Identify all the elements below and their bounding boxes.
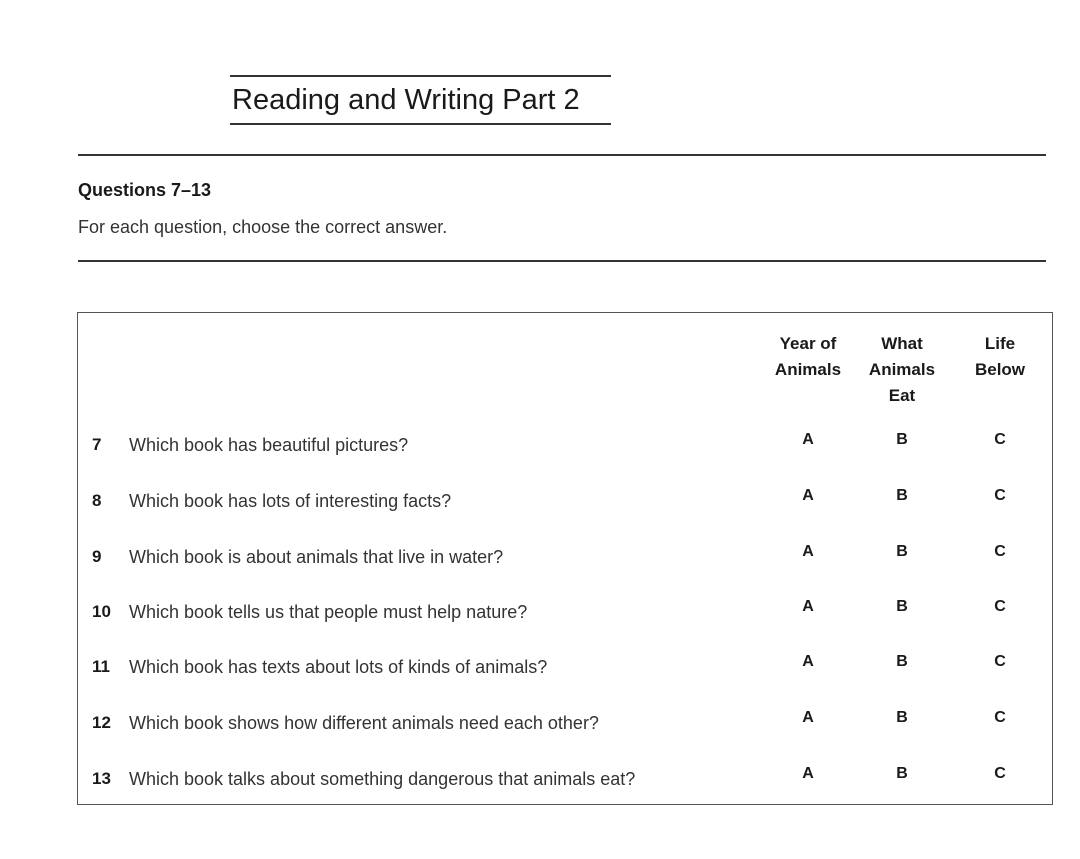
option-c[interactable]: C (994, 598, 1006, 615)
option-c[interactable]: C (994, 431, 1006, 448)
question-row-8 (78, 483, 1052, 523)
page-title: Reading and Writing Part 2 (232, 84, 580, 116)
question-row-9 (78, 539, 1052, 579)
question-row-10 (78, 594, 1052, 634)
option-b[interactable]: B (896, 431, 908, 448)
question-text: Which book talks about something dangerous that animals eat? (129, 769, 636, 789)
question-text: Which book tells us that people must help nature? (129, 602, 528, 622)
questions-heading: Questions 7–13 (78, 180, 212, 200)
column-header-year-of-animals: Year of Animals (774, 334, 842, 379)
column-header-life-below: Life Below (974, 334, 1026, 379)
question-text: Which book shows how different animals need each other? (129, 713, 599, 733)
question-text: Which book has texts about lots of kinds of animals? (129, 657, 548, 677)
question-number: 13 (92, 769, 111, 788)
question-row-13 (78, 761, 1052, 801)
option-a[interactable]: A (802, 487, 814, 504)
question-number: 7 (92, 435, 102, 454)
question-text: Which book has lots of interesting facts? (129, 491, 452, 511)
option-b[interactable]: B (896, 653, 908, 670)
option-a[interactable]: A (802, 543, 814, 560)
option-c[interactable]: C (994, 709, 1006, 726)
column-header-what-animals-eat: What Animals Eat (868, 334, 936, 405)
divider-top (78, 154, 1046, 156)
option-c[interactable]: C (994, 487, 1006, 504)
question-row-7 (78, 427, 1052, 467)
option-b[interactable]: B (896, 598, 908, 615)
option-b[interactable]: B (896, 543, 908, 560)
page-title-box (230, 75, 611, 125)
question-number: 11 (92, 657, 110, 676)
question-row-11 (78, 649, 1052, 689)
option-b[interactable]: B (896, 765, 908, 782)
option-c[interactable]: C (994, 653, 1006, 670)
option-b[interactable]: B (896, 709, 908, 726)
question-text: Which book has beautiful pictures? (129, 435, 409, 455)
option-b[interactable]: B (896, 487, 908, 504)
option-a[interactable]: A (802, 653, 814, 670)
question-number: 9 (92, 547, 102, 566)
option-a[interactable]: A (802, 598, 814, 615)
option-a[interactable]: A (802, 431, 814, 448)
instructions-text: For each question, choose the correct answer. (78, 217, 448, 237)
option-a[interactable]: A (802, 709, 814, 726)
question-text: Which book is about animals that live in water? (129, 547, 504, 567)
option-a[interactable]: A (802, 765, 814, 782)
divider-bottom (78, 260, 1046, 262)
question-number: 8 (92, 491, 102, 510)
question-row-12 (78, 705, 1052, 745)
option-c[interactable]: C (994, 765, 1006, 782)
question-number: 10 (92, 602, 111, 621)
option-c[interactable]: C (994, 543, 1006, 560)
question-number: 12 (92, 713, 111, 732)
question-table (77, 312, 1053, 805)
